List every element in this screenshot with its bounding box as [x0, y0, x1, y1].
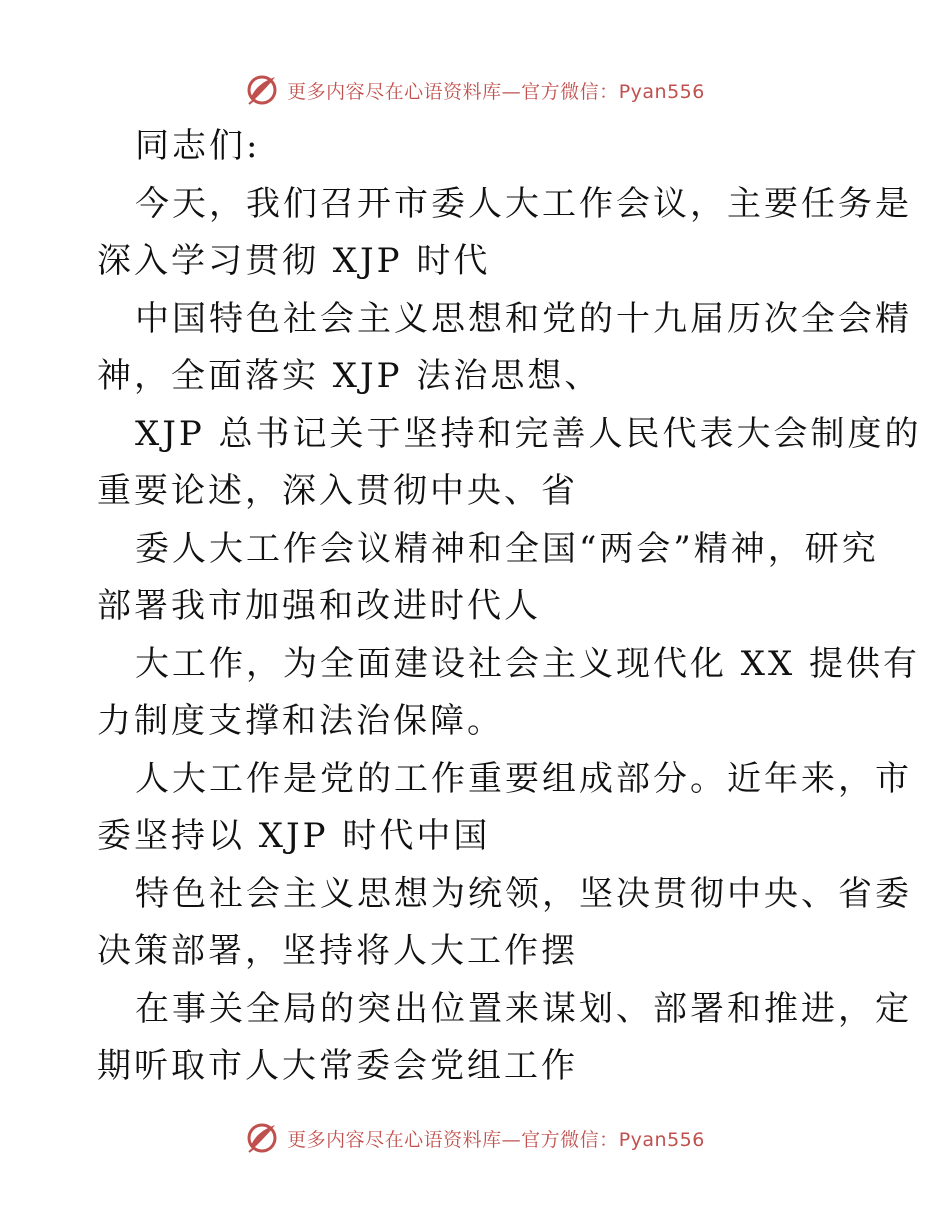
text-line: 人大工作是党的工作重要组成部分。近年来，市	[135, 758, 912, 799]
footer-banner	[0, 1118, 950, 1158]
footer-brand: 更多内容尽在心语资料库	[287, 1128, 502, 1151]
footer-wechat-id: Pyan556	[618, 1128, 705, 1151]
text-line: 神，全面落实 XJP 法治思想、	[97, 356, 602, 396]
header-banner-text	[287, 77, 705, 104]
footer-separator: —	[501, 1128, 522, 1151]
text-line: 重要论述，深入贯彻中央、省	[97, 471, 578, 511]
text-line: 力制度支撑和法治保障。	[97, 701, 504, 741]
header-brand: 更多内容尽在心语资料库	[287, 80, 502, 103]
text-line: 在事关全局的突出位置来谋划、部署和推进，定	[135, 988, 912, 1029]
text-line: 中国特色社会主义思想和党的十九届历次全会精	[135, 298, 912, 339]
text-line: XJP 总书记关于坚持和完善人民代表大会制度的	[135, 413, 922, 454]
text-line: 深入学习贯彻 XJP 时代	[97, 241, 491, 281]
text-line: 同志们:	[135, 126, 261, 166]
header-wechat-id: Pyan556	[618, 80, 705, 103]
text-line: 委人大工作会议精神和全国“两会”精神，研究	[135, 528, 879, 569]
header-banner	[0, 70, 950, 110]
text-line: 决策部署，坚持将人大工作摆	[97, 931, 578, 971]
text-line: 特色社会主义思想为统领，坚决贯彻中央、省委	[135, 873, 912, 914]
document-body	[97, 118, 922, 1096]
quill-pen-logo-icon	[245, 73, 279, 107]
text-line: 大工作，为全面建设社会主义现代化 XX 提供有	[135, 643, 921, 684]
text-line: 委坚持以 XJP 时代中国	[97, 816, 491, 856]
text-line: 部署我市加强和改进时代人	[97, 586, 541, 626]
text-line: 期听取市人大常委会党组工作	[97, 1046, 578, 1086]
header-wechat-label: 官方微信：	[521, 80, 619, 103]
footer-wechat-label: 官方微信：	[521, 1128, 619, 1151]
quill-pen-logo-icon	[245, 1121, 279, 1155]
header-separator: —	[501, 80, 522, 103]
footer-banner-text	[287, 1125, 705, 1152]
text-line: 今天，我们召开市委人大工作会议，主要任务是	[135, 183, 912, 224]
